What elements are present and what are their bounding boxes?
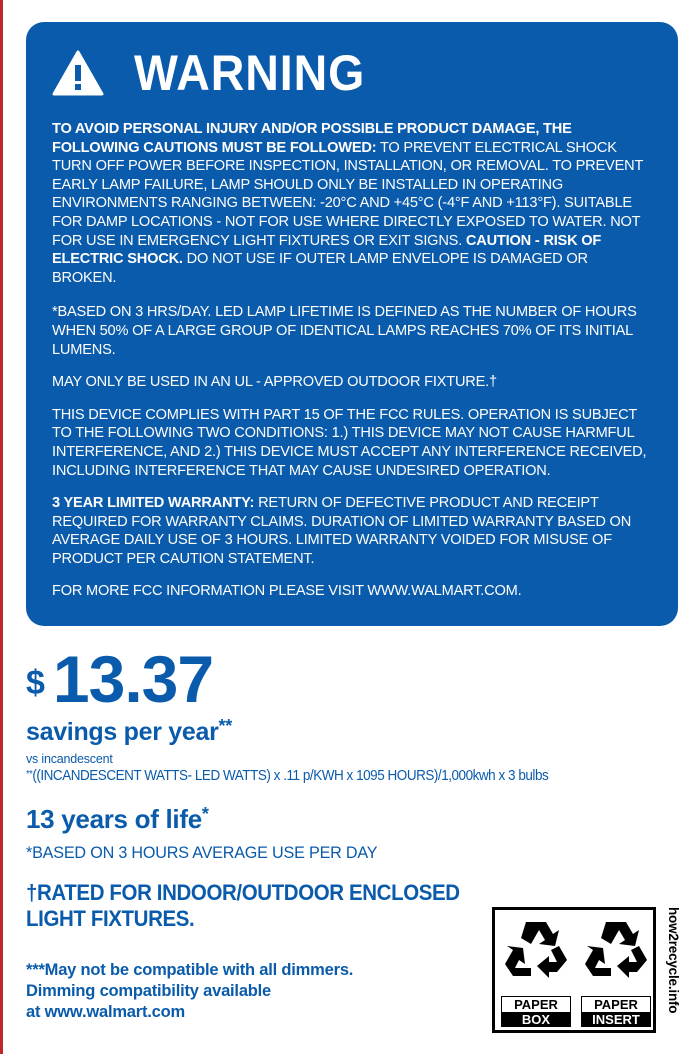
- recycle-item-top-label: PAPER: [501, 996, 571, 1013]
- years-of-life: [26, 804, 209, 835]
- formula-text: ((INCANDESCENT WATTS- LED WATTS) x .11 p/KWH x 1095 HOURS)/1,000kwh x 3 bulbs: [32, 768, 549, 784]
- formula-mark: **: [26, 769, 33, 780]
- years-of-life-text: 13 years of life: [26, 804, 202, 834]
- warranty-lead: 3 YEAR LIMITED WARRANTY:: [52, 495, 255, 512]
- warranty-body: RETURN OF DEFECTIVE PRODUCT AND RECEIPT REQUIRED FOR WARRANTY CLAIMS. DURATION OF LIMITED WARRANTY BASED ON AVERAGE DAILY USE OF 3 HOURS. LIMITED WARRANTY VOIDED FOR MISUSE OF PRODUCT PER CAUTION STATEMENT.: [52, 495, 632, 567]
- recycle-item-bottom-label: BOX: [501, 1012, 571, 1027]
- life-basis-note: *BASED ON 3 HOURS AVERAGE USE PER DAY: [26, 843, 378, 862]
- cautions-lead: TO AVOID PERSONAL INJURY AND/OR POSSIBLE PRODUCT DAMAGE, THE FOLLOWING CAUTIONS MUST BE FOLLOWED:: [52, 121, 572, 156]
- recycle-site-link: how2recycle.info: [666, 907, 681, 1014]
- vs-incandescent: vs incandescent: [26, 752, 113, 766]
- savings-label: [26, 716, 232, 747]
- savings-label-text: savings per year: [26, 718, 219, 746]
- warning-paragraph-ul: MAY ONLY BE USED IN AN UL - APPROVED OUTDOOR FIXTURE.†: [52, 374, 497, 391]
- left-edge-rule: [0, 0, 3, 1054]
- electric-shock-caution: CAUTION - RISK OF ELECTRIC SHOCK.: [52, 232, 602, 268]
- years-of-life-mark: *: [201, 804, 209, 824]
- recycle-item-top-label: PAPER: [581, 996, 651, 1013]
- dimmer-line-2: Dimming compatibility available: [26, 982, 272, 1000]
- savings-price: [26, 640, 213, 718]
- dimmer-compatibility-note: [26, 960, 446, 1023]
- warning-title: WARNING: [134, 45, 366, 101]
- savings-label-mark: **: [218, 716, 232, 736]
- savings-formula: [26, 768, 548, 784]
- warning-paragraph-fcc-info: FOR MORE FCC INFORMATION PLEASE VISIT WWW.WALMART.COM.: [52, 583, 522, 600]
- warning-body: [52, 120, 654, 601]
- warning-paragraph-lifetime: *BASED ON 3 HRS/DAY. LED LAMP LIFETIME IS DEFINED AS THE NUMBER OF HOURS WHEN 50% OF A LARGE GROUP OF IDENTICAL LAMPS REACHES 70% OF ITS INITIAL LUMENS.: [52, 304, 637, 358]
- dimmer-line-3: at www.walmart.com: [26, 1003, 185, 1021]
- cautions-tail: DO NOT USE IF OUTER LAMP ENVELOPE IS DAMAGED OR BROKEN.: [52, 251, 588, 286]
- fixture-rating-note: †RATED FOR INDOOR/OUTDOOR ENCLOSED LIGHT FIXTURES.: [26, 880, 460, 931]
- warning-paragraph-fcc: THIS DEVICE COMPLIES WITH PART 15 OF THE FCC RULES. OPERATION IS SUBJECT TO THE FOLLOWING TWO CONDITIONS: 1.) THIS DEVICE MAY NOT CAUSE HARMFUL INTERFERENCE, AND 2.) THIS DEVICE MUST ACCEPT ANY INTERFERENCE RECEIVED, INCLUDING INTERFERENCE THAT MAY CAUSE UNDESIRED OPERATION.: [52, 406, 647, 479]
- cautions-body: TO PREVENT ELECTRICAL SHOCK TURN OFF POWER BEFORE INSPECTION, INSTALLATION, OR REMOVAL. TO PREVENT EARLY LAMP FAILURE, LAMP SHOULD ONLY BE INSTALLED IN OPERATING ENVIRONMENTS RANGING BETWEEN: -20°C AND +45°C (-4°F AND +113°F). SUITABLE FOR DAMP LOCATIONS - NOT FOR USE WHERE DIRECTLY EXPOSED TO WATER. NOT FOR USE IN EMERGENCY LIGHT FIXTURES OR EXIT SIGNS.: [52, 139, 643, 249]
- recycle-label: [492, 907, 656, 1033]
- recycle-icon: [581, 916, 651, 982]
- savings-amount: 13.37: [52, 642, 214, 716]
- currency-symbol: $: [26, 664, 45, 702]
- warning-header: [52, 40, 654, 106]
- recycle-item-paper-box: [497, 910, 575, 1030]
- dimmer-line-1: ***May not be compatible with all dimmers.: [26, 961, 354, 979]
- recycle-item-paper-insert: [577, 910, 655, 1030]
- warning-paragraph-cautions: [52, 120, 654, 287]
- recycle-item-bottom-label: INSERT: [581, 1012, 651, 1027]
- warning-triangle-icon: [52, 50, 104, 96]
- recycle-icon: [501, 916, 571, 982]
- warning-panel: [26, 22, 678, 626]
- warning-paragraph-warranty: [52, 494, 654, 568]
